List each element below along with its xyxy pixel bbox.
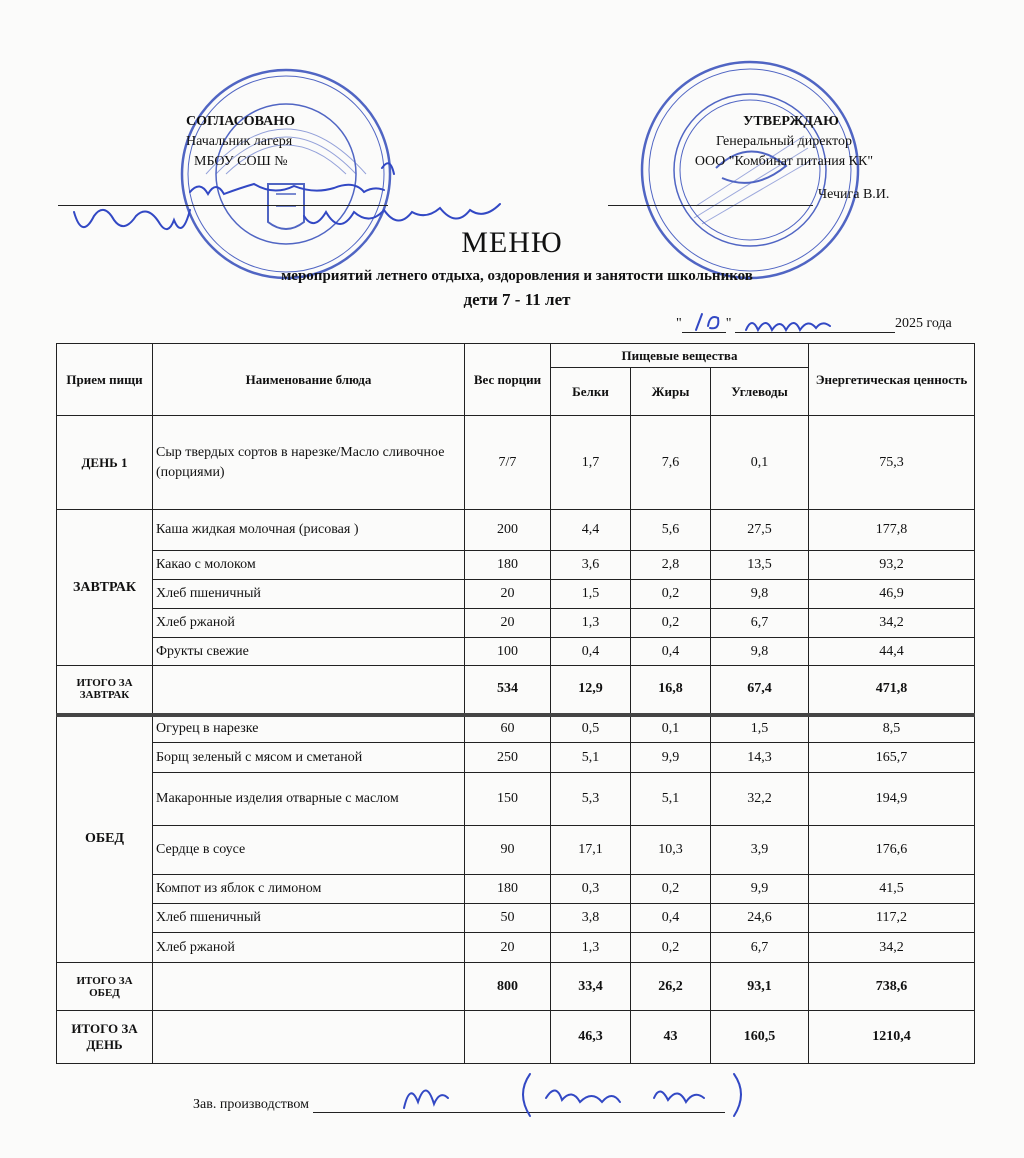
dish-energy: 177,8 [809,510,975,551]
dish-weight: 200 [465,510,551,551]
header-nutrients: Пищевые вещества [551,344,809,368]
dish-weight: 50 [465,904,551,933]
dish-protein: 5,1 [551,743,631,773]
dish-carbs: 9,9 [711,875,809,904]
table-row [57,638,975,666]
dish-fat: 7,6 [631,416,711,510]
dish-name: Сыр твердых сортов в нарезке/Масло сливочное (порциями) [153,416,465,510]
table-row [57,773,975,826]
dish-fat: 0,4 [631,638,711,666]
dish-energy: 41,5 [809,875,975,904]
approval-right-line2: ООО "Комбинат питания КК" [694,154,874,169]
page-title: МЕНЮ [461,226,563,259]
dish-fat: 0,4 [631,904,711,933]
table-row [57,933,975,963]
total-fat: 16,8 [631,666,711,715]
dish-protein: 0,4 [551,638,631,666]
lunch-label: ОБЕД [57,715,153,963]
total-protein: 12,9 [551,666,631,715]
page-subtitle: мероприятий летнего отдыха, оздоровления и занятости школьников [281,268,753,284]
dish-energy: 117,2 [809,904,975,933]
dish-weight: 20 [465,580,551,609]
dish-carbs: 24,6 [711,904,809,933]
table-row [57,609,975,638]
age-group: дети 7 - 11 лет [463,290,571,309]
dish-carbs: 6,7 [711,933,809,963]
total-carbs: 93,1 [711,963,809,1011]
dish-name: Каша жидкая молочная (рисовая ) [153,510,465,551]
dish-fat: 10,3 [631,826,711,875]
total-weight: 800 [465,963,551,1011]
total-empty [153,1011,465,1064]
table-row [57,875,975,904]
dish-fat: 5,1 [631,773,711,826]
total-protein: 33,4 [551,963,631,1011]
lunch-total-row [57,963,975,1011]
total-carbs: 67,4 [711,666,809,715]
header-meal: Прием пищи [57,344,153,416]
dish-name: Хлеб ржаной [153,933,465,963]
dish-name: Хлеб ржаной [153,609,465,638]
approval-right-heading: УТВЕРЖДАЮ [743,114,839,129]
total-weight: 534 [465,666,551,715]
table-row [57,416,975,510]
table-row [57,510,975,551]
dish-fat: 9,9 [631,743,711,773]
dish-protein: 1,5 [551,580,631,609]
dish-name: Борщ зеленый с мясом и сметаной [153,743,465,773]
total-label: ИТОГО ЗА ОБЕД [57,963,153,1011]
breakfast-label: ЗАВТРАК [57,510,153,666]
header-fat: Жиры [631,368,711,416]
total-energy: 1210,4 [809,1011,975,1064]
dish-protein: 1,7 [551,416,631,510]
dish-energy: 8,5 [809,715,975,743]
dish-energy: 46,9 [809,580,975,609]
dish-carbs: 0,1 [711,416,809,510]
dish-fat: 0,2 [631,875,711,904]
header-dish: Наименование блюда [153,344,465,416]
approval-left-line1: Начальник лагеря [186,134,293,149]
total-weight [465,1011,551,1064]
total-energy: 471,8 [809,666,975,715]
menu-table [56,343,975,1064]
date-year: 2025 года [894,316,952,331]
dish-fat: 0,2 [631,580,711,609]
dish-protein: 5,3 [551,773,631,826]
dish-name: Хлеб пшеничный [153,904,465,933]
total-carbs: 160,5 [711,1011,809,1064]
dish-weight: 150 [465,773,551,826]
handwritten-signature-footer [398,1068,758,1124]
dish-weight: 60 [465,715,551,743]
dish-name: Хлеб пшеничный [153,580,465,609]
header-energy: Энергетическая ценность [809,344,975,416]
dish-protein: 4,4 [551,510,631,551]
table-row [57,580,975,609]
total-fat: 26,2 [631,963,711,1011]
breakfast-total-row [57,666,975,715]
approval-left-line2: МБОУ СОШ № [194,154,288,169]
dish-energy: 44,4 [809,638,975,666]
approval-left-heading: СОГЛАСОВАНО [186,114,295,129]
date-quote-open: " [676,316,682,331]
dish-protein: 3,8 [551,904,631,933]
dish-name: Компот из яблок с лимоном [153,875,465,904]
table-row [57,743,975,773]
dish-weight: 250 [465,743,551,773]
table-row [57,826,975,875]
dish-energy: 75,3 [809,416,975,510]
total-empty [153,963,465,1011]
dish-carbs: 6,7 [711,609,809,638]
dish-name: Сердце в соусе [153,826,465,875]
dish-weight: 180 [465,551,551,580]
footer-label: Зав. производством [193,1097,310,1112]
dish-protein: 1,3 [551,933,631,963]
dish-name: Фрукты свежие [153,638,465,666]
total-empty [153,666,465,715]
table-row [57,551,975,580]
dish-fat: 0,2 [631,609,711,638]
dish-carbs: 1,5 [711,715,809,743]
dish-carbs: 14,3 [711,743,809,773]
header-weight: Вес порции [465,344,551,416]
table-row [57,715,975,743]
dish-name: Какао с молоком [153,551,465,580]
dish-carbs: 27,5 [711,510,809,551]
dish-energy: 165,7 [809,743,975,773]
day-total-row [57,1011,975,1064]
dish-energy: 176,6 [809,826,975,875]
director-name: Чечига В.И. [818,187,890,202]
dish-carbs: 32,2 [711,773,809,826]
total-label: ИТОГО ЗА ЗАВТРАК [57,666,153,715]
dish-carbs: 9,8 [711,580,809,609]
signature-line-right [608,205,813,206]
dish-protein: 3,6 [551,551,631,580]
header-protein: Белки [551,368,631,416]
dish-carbs: 13,5 [711,551,809,580]
dish-fat: 0,1 [631,715,711,743]
dish-name: Макаронные изделия отварные с маслом [153,773,465,826]
dish-weight: 90 [465,826,551,875]
dish-weight: 20 [465,609,551,638]
dish-energy: 194,9 [809,773,975,826]
dish-carbs: 9,8 [711,638,809,666]
total-label: ИТОГО ЗА ДЕНЬ [57,1011,153,1064]
dish-carbs: 3,9 [711,826,809,875]
dish-fat: 0,2 [631,933,711,963]
dish-name: Огурец в нарезке [153,715,465,743]
dish-weight: 180 [465,875,551,904]
table-row [57,904,975,933]
day-label: ДЕНЬ 1 [57,416,153,510]
approval-right-line1: Генеральный директор [716,134,852,149]
dish-protein: 0,5 [551,715,631,743]
header-carbs: Углеводы [711,368,809,416]
dish-weight: 20 [465,933,551,963]
total-energy: 738,6 [809,963,975,1011]
total-fat: 43 [631,1011,711,1064]
dish-energy: 93,2 [809,551,975,580]
handwritten-date [688,308,858,338]
dish-protein: 0,3 [551,875,631,904]
dish-fat: 5,6 [631,510,711,551]
dish-energy: 34,2 [809,933,975,963]
date-quote-close: " [725,316,732,331]
dish-fat: 2,8 [631,551,711,580]
total-protein: 46,3 [551,1011,631,1064]
dish-weight: 100 [465,638,551,666]
dish-weight: 7/7 [465,416,551,510]
dish-protein: 17,1 [551,826,631,875]
dish-protein: 1,3 [551,609,631,638]
dish-energy: 34,2 [809,609,975,638]
